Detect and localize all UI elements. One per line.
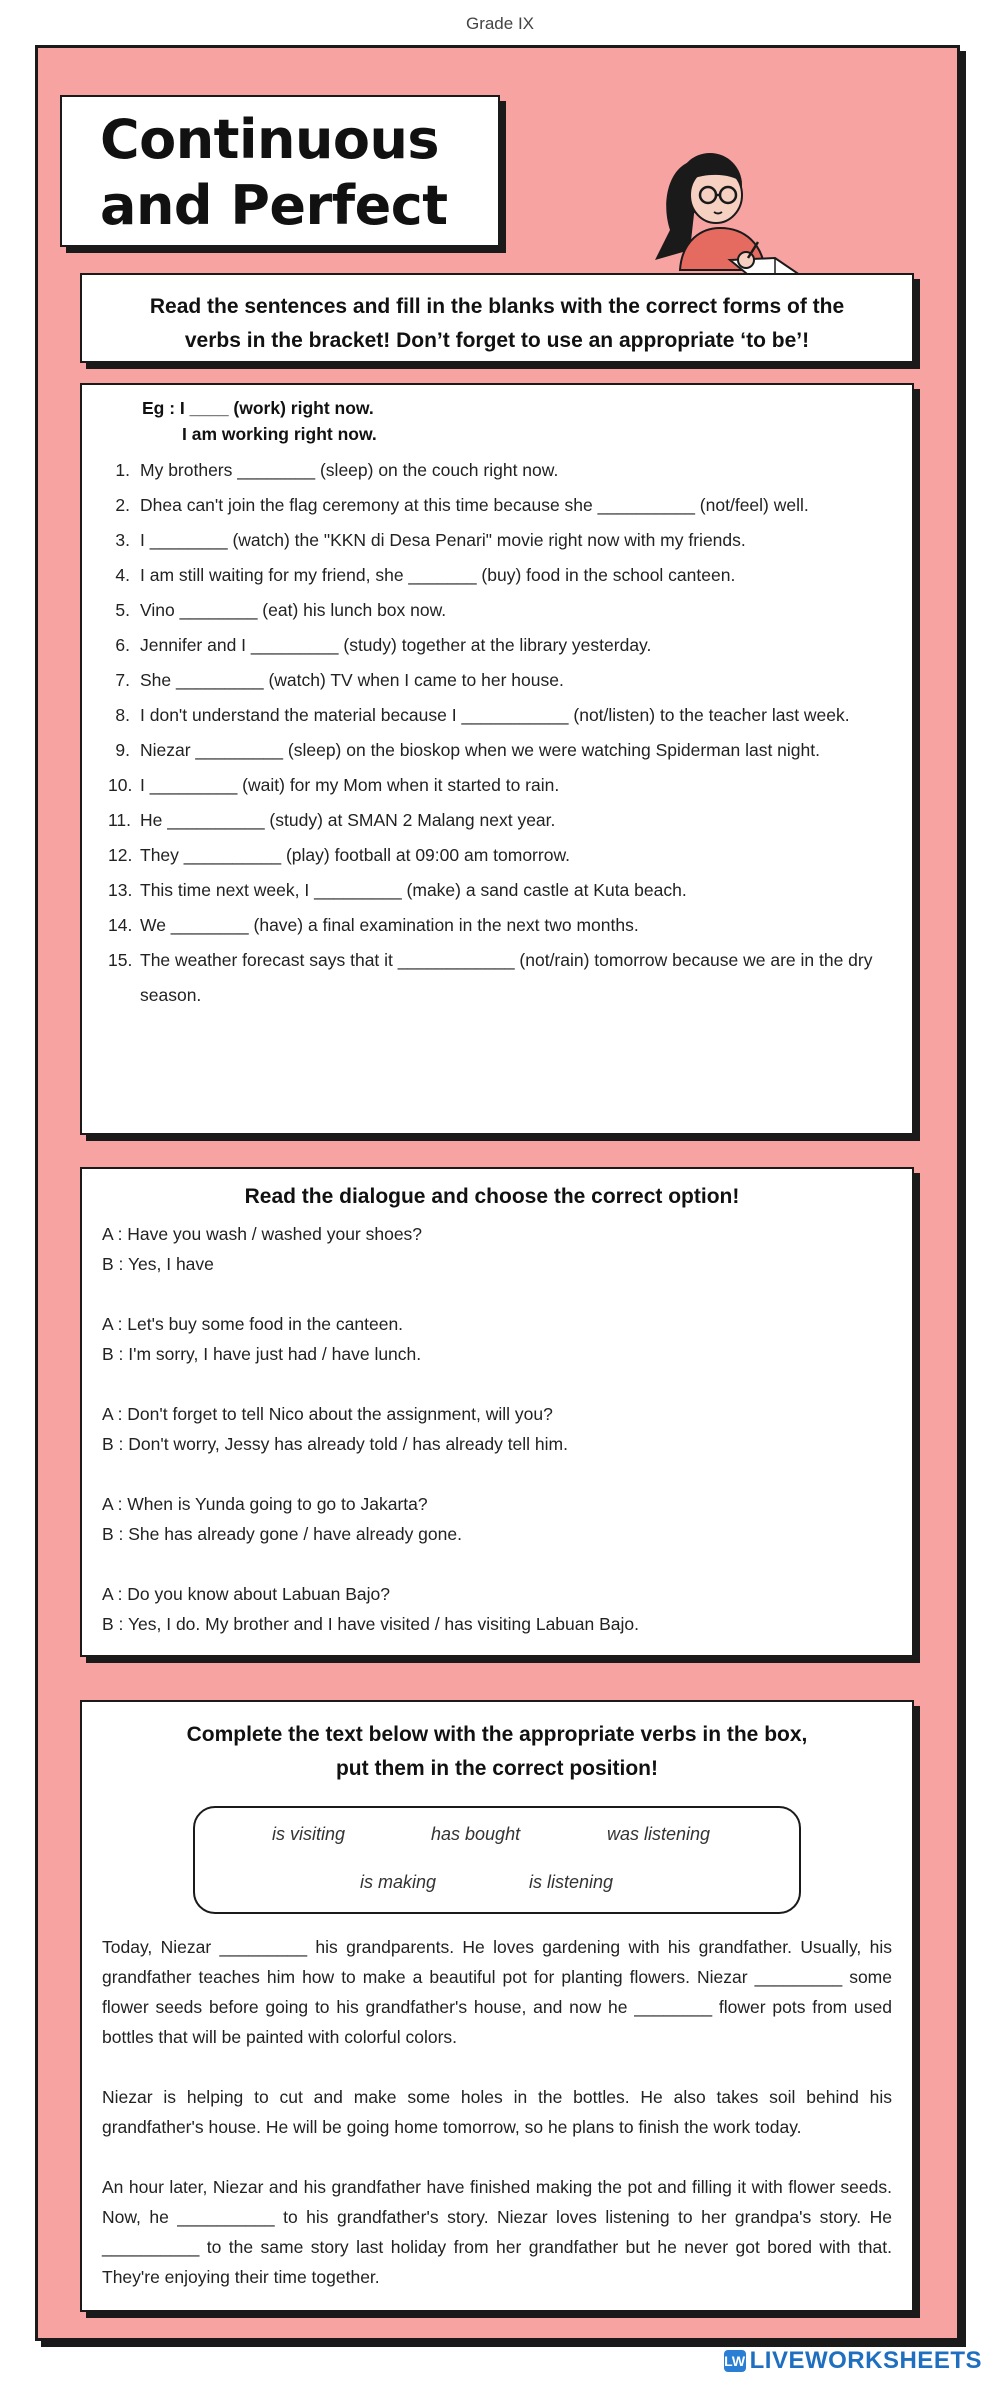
word-option[interactable]: has bought <box>431 1824 521 1844</box>
text-completion-title <box>102 1718 892 1786</box>
dialogue-pair <box>102 1219 882 1279</box>
question-item <box>108 523 912 558</box>
question-item <box>108 558 912 593</box>
dialogue-pair <box>102 1579 882 1639</box>
example-question: Eg : I ____ (work) right now. <box>142 398 374 418</box>
example-answer: I am working right now. <box>182 424 377 444</box>
title-line-1: Complete the text below with the appropriate verbs in the box, <box>186 1723 808 1746</box>
question-text: Niezar _________ (sleep) on the bioskop when we were watching Spiderman last night. <box>140 740 820 760</box>
text-completion-card <box>80 1700 914 2312</box>
word-option[interactable]: is visiting <box>272 1824 346 1844</box>
dialogue-title: Read the dialogue and choose the correct option! <box>244 1185 740 1208</box>
brand-name: LIVEWORKSHEETS <box>749 2347 982 2374</box>
paragraph: Today, Niezar _________ his grandparents. He loves gardening with his grandfather. Usually, his grandfather teaches him how to make a beautiful pot for planting flowers. Niezar _________ some flower seeds before going to his grandfather's house, and now he ________ flower pots from used bottles that will be painted with colorful colors. <box>102 1937 892 2047</box>
liveworksheets-logo-icon: LW <box>724 2350 746 2372</box>
page-title <box>100 107 498 239</box>
example-block <box>142 395 912 447</box>
question-item <box>108 768 912 803</box>
question-number: 2. <box>115 495 130 515</box>
dialogue-line-a: A : Do you know about Labuan Bajo? <box>102 1584 390 1604</box>
question-number: 9. <box>115 740 130 760</box>
word-option[interactable]: is making <box>360 1872 437 1892</box>
dialogue-pair <box>102 1489 882 1549</box>
question-item <box>108 803 912 838</box>
question-number: 7. <box>115 670 130 690</box>
question-item <box>108 628 912 663</box>
question-item <box>108 663 912 698</box>
question-text: I _________ (wait) for my Mom when it started to rain. <box>140 775 560 795</box>
question-number: 8. <box>115 705 130 725</box>
question-number: 1. <box>115 460 130 480</box>
title-line-1: Continuous <box>100 108 440 171</box>
question-item <box>108 908 912 943</box>
question-number: 14. <box>108 915 133 935</box>
question-text: The weather forecast says that it ____________ (not/rain) tomorrow because we are in the dry season. <box>140 950 873 1005</box>
dialogue-line-b: B : Yes, I have <box>102 1254 214 1274</box>
dialogue-line-a: A : Let's buy some food in the canteen. <box>102 1314 404 1334</box>
paragraph: An hour later, Niezar and his grandfather have finished making the pot and filling it with flower seeds. Now, he __________ to his grandfather's story. Niezar loves listening to her grandpa's story. He __________ to the same story last holiday from her grandfather but he never got bored with that. They're enjoying their time together. <box>102 2177 892 2287</box>
question-number: 6. <box>115 635 130 655</box>
question-number: 4. <box>115 565 130 585</box>
title-card <box>60 95 500 247</box>
question-text: Dhea can't join the flag ceremony at this time because she __________ (not/feel) well. <box>140 495 809 515</box>
dialogue-line-b: B : I'm sorry, I have just had / have lunch. <box>102 1344 422 1364</box>
grade-label: Grade IX <box>465 14 535 33</box>
dialogue-list <box>102 1219 882 1639</box>
word-box <box>193 1806 801 1914</box>
question-item <box>108 733 912 768</box>
dialogue-line-a: A : Don't forget to tell Nico about the assignment, will you? <box>102 1404 553 1424</box>
instruction-card <box>80 273 914 363</box>
dialogue-line-b: B : Yes, I do. My brother and I have visited / has visiting Labuan Bajo. <box>102 1614 639 1634</box>
title-line-2: and Perfect <box>100 174 448 237</box>
dialogue-line-a: A : When is Yunda going to go to Jakarta? <box>102 1494 428 1514</box>
question-number: 5. <box>115 600 130 620</box>
girl-reading-illustration <box>630 140 810 290</box>
question-text: My brothers ________ (sleep) on the couch right now. <box>140 460 559 480</box>
question-item <box>108 698 912 733</box>
question-text: He __________ (study) at SMAN 2 Malang next year. <box>140 810 556 830</box>
question-text: Vino ________ (eat) his lunch box now. <box>140 600 447 620</box>
instruction-text: Read the sentences and fill in the blanks with the correct forms of the verbs in the bracket! Don’t forget to use an appropriate ‘to be’! <box>149 295 845 352</box>
question-number: 13. <box>108 880 133 900</box>
word-option[interactable]: was listening <box>607 1824 711 1844</box>
title-line-2: put them in the correct position! <box>335 1757 658 1780</box>
question-text: I am still waiting for my friend, she _______ (buy) food in the school canteen. <box>140 565 736 585</box>
dialogue-card <box>80 1167 914 1657</box>
question-number: 10. <box>108 775 133 795</box>
liveworksheets-footer[interactable] <box>724 2346 982 2376</box>
question-number: 12. <box>108 845 133 865</box>
question-text: They __________ (play) football at 09:00 am tomorrow. <box>140 845 570 865</box>
paragraph: Niezar is helping to cut and make some holes in the bottles. He also takes soil behind his grandfather's house. He will be going home tomorrow, so he plans to finish the work today. <box>102 2087 892 2137</box>
question-item <box>108 943 912 1013</box>
question-text: She _________ (watch) TV when I came to her house. <box>140 670 564 690</box>
question-item <box>108 873 912 908</box>
question-number: 3. <box>115 530 130 550</box>
question-text: We ________ (have) a final examination in the next two months. <box>140 915 639 935</box>
question-number: 15. <box>108 950 133 970</box>
question-text: I ________ (watch) the "KKN di Desa Penari" movie right now with my friends. <box>140 530 746 550</box>
question-text: I don't understand the material because I ___________ (not/listen) to the teacher last week. <box>140 705 850 725</box>
dialogue-line-b: B : Don't worry, Jessy has already told / has already tell him. <box>102 1434 568 1454</box>
question-item <box>108 453 912 488</box>
dialogue-pair <box>102 1399 882 1459</box>
question-number: 11. <box>108 810 132 830</box>
question-text: This time next week, I _________ (make) a sand castle at Kuta beach. <box>140 880 687 900</box>
dialogue-line-b: B : She has already gone / have already gone. <box>102 1524 462 1544</box>
dialogue-pair <box>102 1309 882 1369</box>
question-text: Jennifer and I _________ (study) together at the library yesterday. <box>140 635 652 655</box>
word-option[interactable]: is listening <box>529 1872 614 1892</box>
question-item <box>108 593 912 628</box>
question-item <box>108 838 912 873</box>
dialogue-line-a: A : Have you wash / washed your shoes? <box>102 1224 423 1244</box>
question-list <box>108 453 912 1013</box>
question-item <box>108 488 912 523</box>
exercise-card <box>80 383 914 1135</box>
